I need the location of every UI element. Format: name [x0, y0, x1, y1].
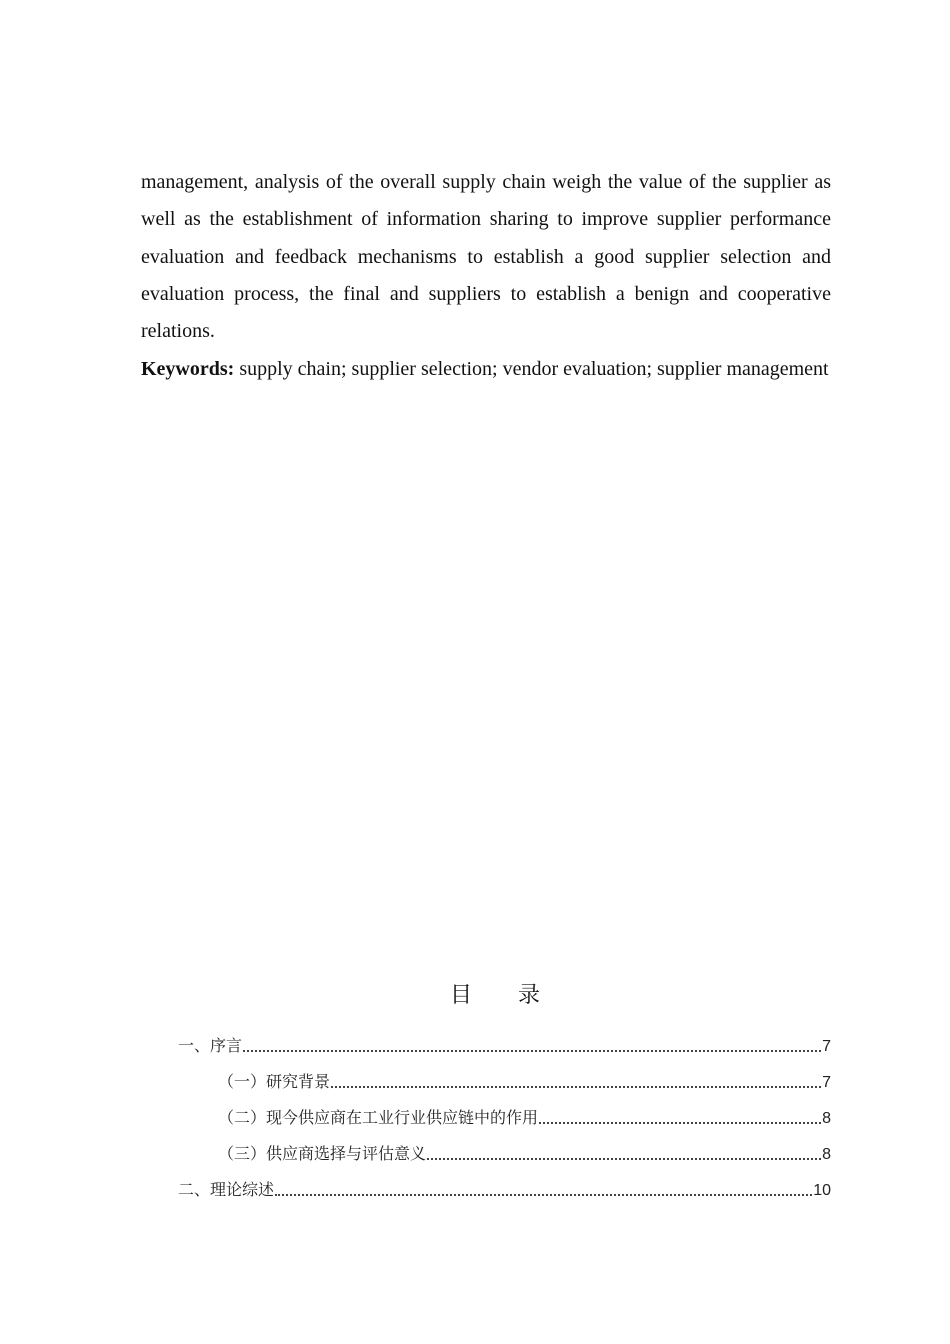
toc-entry[interactable] — [178, 1026, 831, 1056]
keywords-paragraph — [141, 351, 831, 388]
toc-entry[interactable] — [178, 1170, 831, 1200]
toc-entry-page: 7 — [822, 1038, 831, 1055]
toc-entry-label: （二）现今供应商在工业行业供应链中的作用 — [218, 1108, 539, 1127]
keywords-text: supply chain; supplier selection; vendor evaluation; supplier management — [234, 358, 829, 380]
toc-leader — [427, 1157, 821, 1160]
toc-entry-page: 7 — [822, 1074, 831, 1091]
toc-entry-label: 一、序言 — [178, 1036, 243, 1055]
abstract-paragraph: management, analysis of the overall supply chain weigh the value of the supplier as well as the establishment of information sharing to improve supplier performance evaluation and feedback mechanisms to establish a good supplier selection and evaluation process, the final and suppliers to establish a benign and cooperative relations. — [141, 171, 831, 343]
toc-entry-label: 二、理论综述 — [178, 1180, 275, 1199]
toc-entry[interactable] — [218, 1062, 831, 1092]
toc-leader — [275, 1193, 812, 1196]
toc-entry-page: 10 — [813, 1182, 831, 1199]
toc-entry-label: （一）研究背景 — [218, 1072, 331, 1091]
toc-title-right: 录 — [518, 983, 541, 1008]
toc-entry-page: 8 — [822, 1110, 831, 1127]
keywords-label: Keywords: — [141, 358, 235, 380]
toc-title-left: 目 — [449, 983, 472, 1008]
toc-entry-page: 8 — [822, 1146, 831, 1163]
toc-title — [0, 978, 950, 1009]
toc-leader — [539, 1121, 821, 1124]
toc-entry[interactable] — [218, 1134, 831, 1164]
toc-leader — [331, 1085, 821, 1088]
toc-leader — [243, 1049, 821, 1052]
toc-entry-label: （三）供应商选择与评估意义 — [218, 1144, 427, 1163]
toc-entry[interactable] — [218, 1098, 831, 1128]
